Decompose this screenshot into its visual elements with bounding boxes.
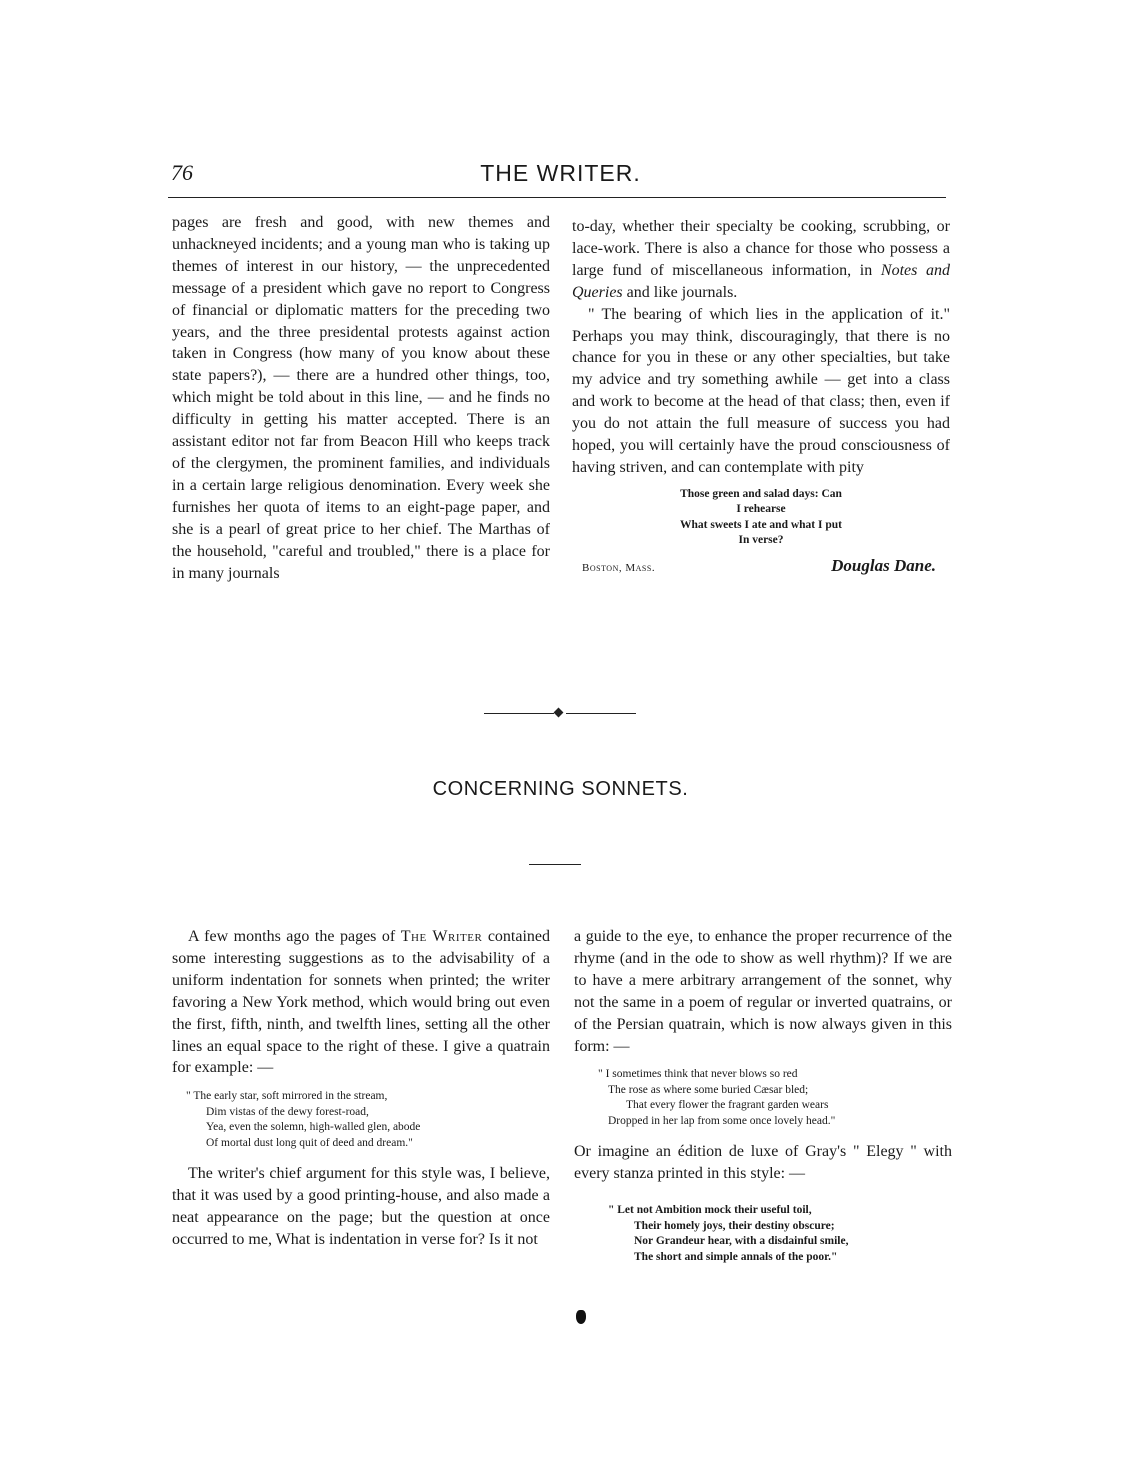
quatrain-example-3 [574,1203,952,1265]
article1-left-paragraph: pages are fresh and good, with new themes and unhackneyed incidents; and a young man who is taking up themes of interest in our history, — the unprecedented message of a president which gave no report to Congress of financial or diplomatic matters for the preceding two years, and the three presidental protests against action taken in Congress (how many of you know about these state papers?), — there are a hundred other things, too, which might be told about in this line, — and he finds no difficulty in getting his matter accepted. There is an assistant editor not far from Beacon Hill who keeps track of the clergymen, the prominent families, and individuals in a certain large religious denomination. Every week she furnishes her quota of items to an eight-page paper, and she is a pearl of great price to her chief. The Marthas of the household, "careful and troubled," there is a place for in many journals [172,214,550,582]
verse-line: " Let not Ambition mock their useful toil, [608,1204,812,1217]
place-line: Boston, Mass. [582,561,656,574]
verse-line: Those green and salad days: Can [680,487,842,500]
article2-right-column [574,926,952,1265]
article2-left-p1-start: A few months ago the pages of [188,928,396,945]
author-name: Douglas Dane. [831,555,936,575]
verse-line: Yea, even the solemn, high-walled glen, abode [206,1121,421,1134]
the-writer-reference: The Writer [400,928,483,945]
notes-and-queries-title: Notes and Queries [572,261,951,301]
section-divider-ornament [484,712,636,716]
verse-line: The short and simple annals of the poor." [634,1250,838,1263]
article1-right-paragraph-2: " The bearing of which lies in the application of it." Perhaps you may think, discouragingly, that there is no chance for you in these or any other specialties, but take my advice and try something awhile — get into a class and work to become at the head of that class; then, even if you do not attain the full measure of success you had hoped, you will certainly have the proud consciousness of having striven, and can contemplate with pity [572,305,950,476]
verse-line: " I sometimes think that never blows so red [598,1068,798,1081]
verse-line: Their homely joys, their destiny obscure; [634,1219,835,1232]
quatrain-example-1 [172,1089,550,1151]
article1-right-column [572,216,950,580]
article1-right-p1-start: to-day, whether their specialty be cooking, scrubbing, or lace-work. There is also a chance for those who possess a large fund of miscellaneous information, in [572,218,950,279]
verse-line: The rose as where some buried Cæsar bled; [608,1083,809,1096]
verse-line: " The early star, soft mirrored in the stream, [186,1090,388,1103]
header-rule [168,197,946,198]
article2-left-p1-end: contained some interesting suggestions as to the advisability of a uniform indentation for sonnets when printed; the writer favoring a New York method, which would bring out even the first, fifth, ninth, and twelfth lines, setting all the other lines an equal space to the right of these. I give a quatrain for example: — [172,928,551,1077]
article2-title: CONCERNING SONNETS. [432,778,689,800]
signoff [572,555,950,580]
verse-line: In verse? [738,534,784,547]
verse-line: That every flower the fragrant garden wears [626,1099,829,1112]
verse-line: Dim vistas of the dewy forest-road, [206,1105,369,1118]
verse-line: Nor Grandeur hear, with a disdainful smile, [634,1235,849,1248]
article2-left-column [172,926,550,1251]
article2-left-paragraph-2: The writer's chief argument for this style was, I believe, that it was used by a good printing-house, and also made a neat appearance on the page; but the question at once occurred to me, What is indentation in verse for? Is it not [172,1165,550,1249]
quatrain-example-2 [574,1067,952,1129]
verse-line: Dropped in her lap from some once lovely head." [608,1114,836,1127]
article2-left-paragraph-1 [172,926,550,1079]
article1-left-column [172,212,550,584]
closing-verse [572,487,950,549]
article2-right-paragraph-1: a guide to the eye, to enhance the proper recurrence of the rhyme (and in the ode to show as well rhythm)? If we are to have a mere arbitrary arrangement of the sonnet, why not the same in a poem of regular or inverted quatrains, or of the Persian quatrain, which is now always given in this form: — [574,928,952,1055]
verse-line: What sweets I ate and what I put [680,518,842,531]
article2-right-paragraph-2: Or imagine an édition de luxe of Gray's " Elegy " with every stanza printed in this style: — [574,1143,952,1183]
article1-right-paragraph-1 [572,216,950,304]
verse-line: I rehearse [736,503,786,516]
ink-blot [576,1310,586,1324]
page-number: 76 [171,160,193,185]
title-short-rule [529,864,581,865]
running-head: THE WRITER. [480,160,641,186]
article1-right-p1-end: and like journals. [626,283,738,301]
verse-line: Of mortal dust long quit of deed and dream." [206,1136,413,1149]
